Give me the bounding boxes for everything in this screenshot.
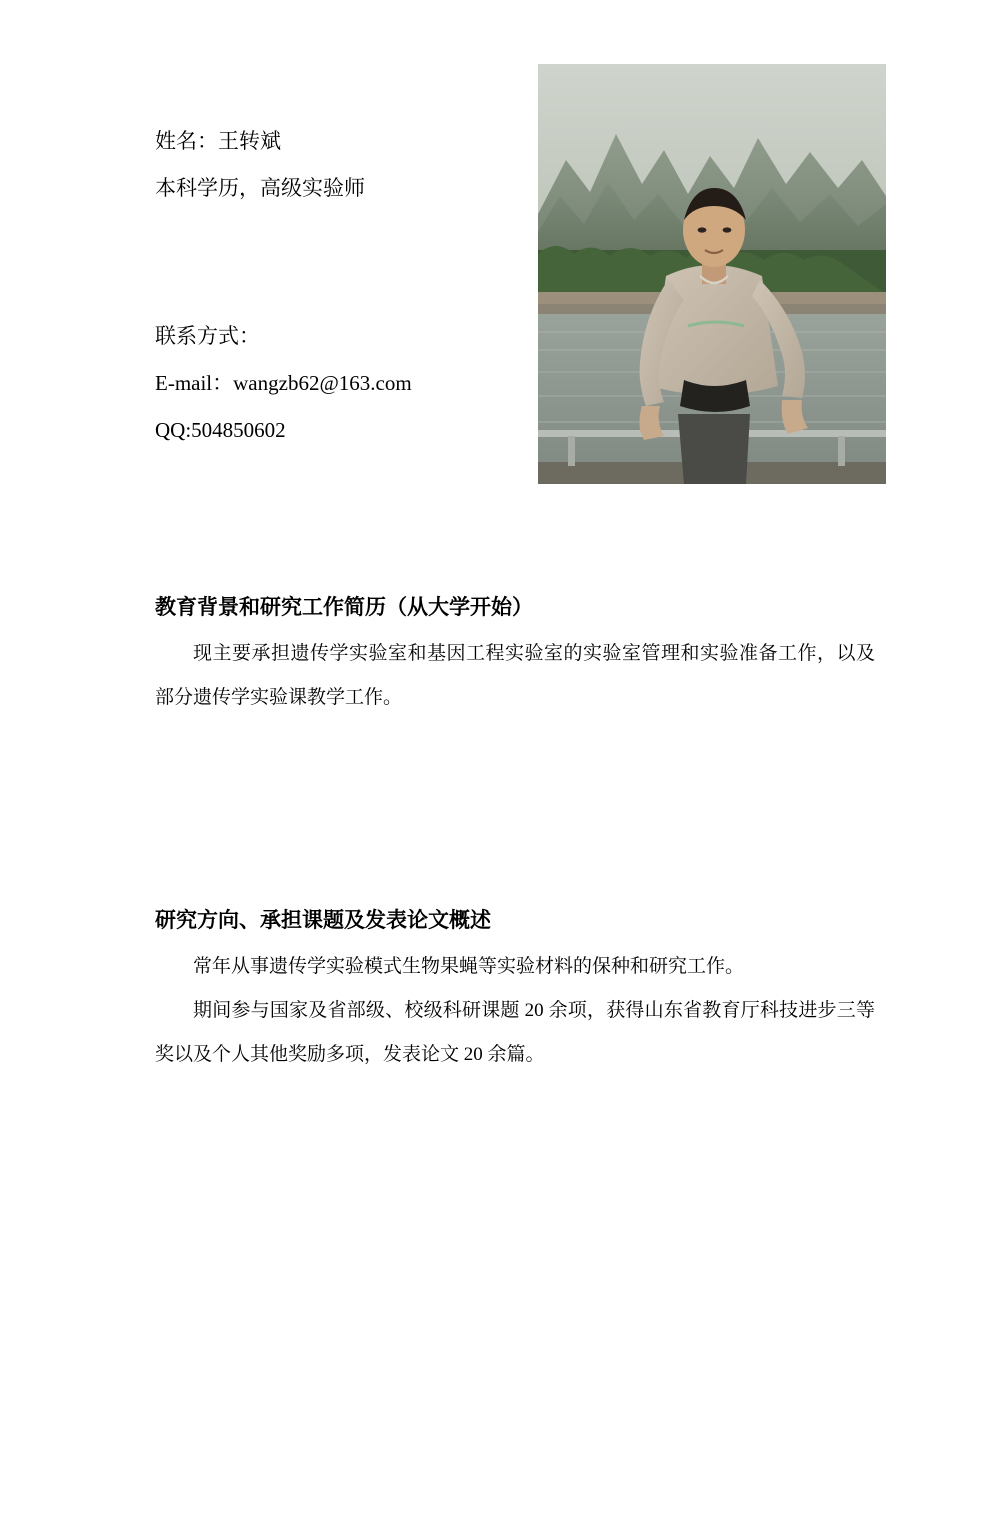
profile-name: 姓名：王转斌 [155,129,281,153]
section-research [155,903,875,1077]
section-research-paragraph-2: 期间参与国家及省部级、校级科研课题 20 余项，获得山东省教育厅科技进步三等奖以及个人其他奖励多项，发表论文 20 余篇。 [155,1000,875,1065]
section-education [155,590,875,720]
section-education-paragraph: 现主要承担遗传学实验室和基因工程实验室的实验室管理和实验准备工作，以及部分遗传学实验课教学工作。 [155,643,875,708]
section-research-paragraph-1: 常年从事遗传学实验模式生物果蝇等实验材料的保种和研究工作。 [193,956,745,977]
contact-email: E-mail：wangzb62@163.com [155,371,412,395]
profile-header [155,118,525,212]
profile-photo-image [538,64,886,484]
contact-label: 联系方式： [155,324,260,348]
section-education-title: 教育背景和研究工作简历（从大学开始） [155,595,533,619]
contact-block [155,313,555,454]
profile-degree: 本科学历，高级实验师 [155,176,365,200]
section-research-title: 研究方向、承担课题及发表论文概述 [155,908,491,932]
profile-photo [538,64,886,484]
contact-qq: QQ:504850602 [155,418,286,442]
